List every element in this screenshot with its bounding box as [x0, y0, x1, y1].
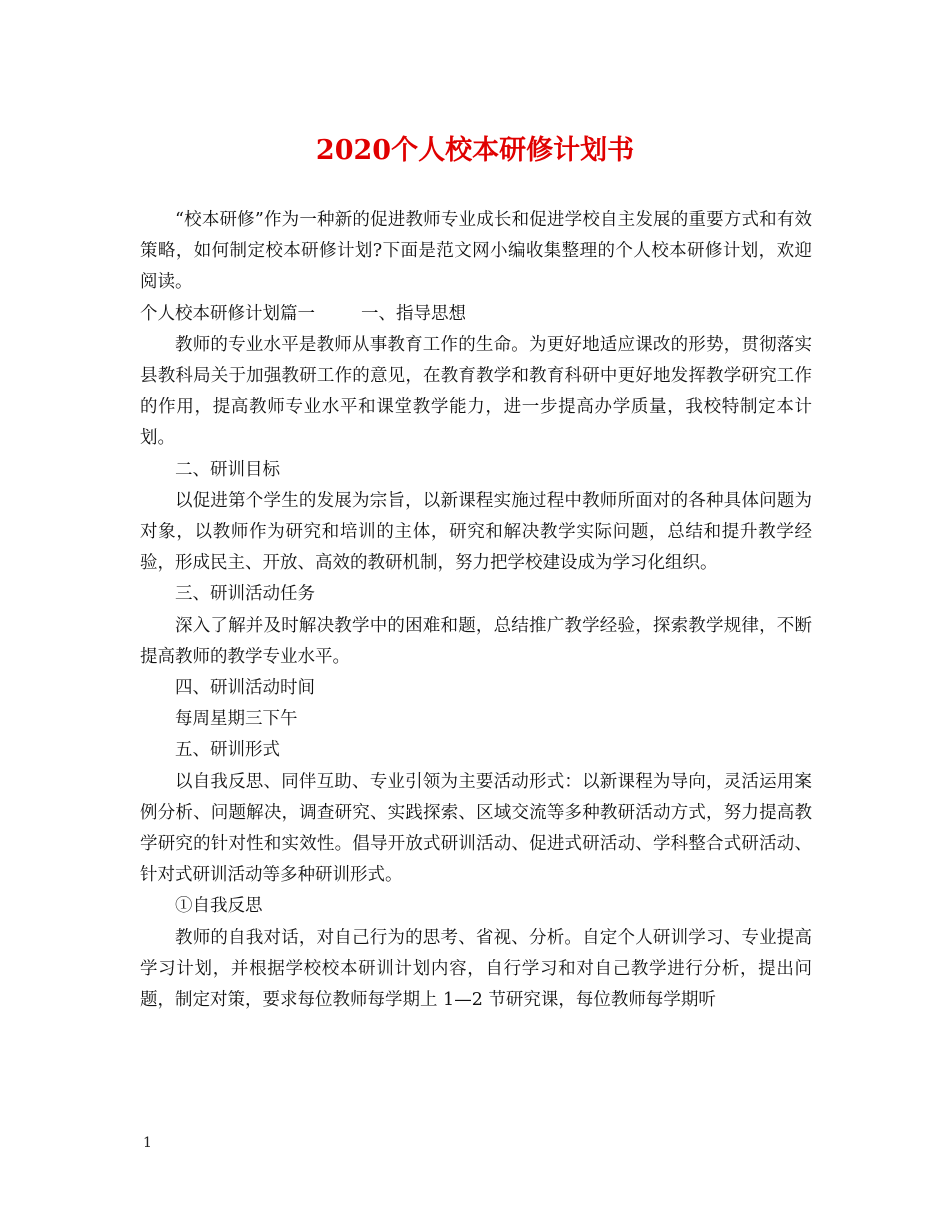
heading-self-reflection: ①自我反思: [175, 896, 263, 917]
section-title: 个人校本研修计划篇一: [140, 303, 315, 324]
document-body: [140, 205, 812, 1016]
heading-activity-time: 四、研训活动时间: [175, 678, 315, 699]
page-number: 1: [143, 1135, 152, 1151]
intro-paragraph: “校本研修”作为一种新的促进教师专业成长和促进学校自主发展的重要方式和有效策略，如何制定校本研修计划?下面是范文网小编收集整理的个人校本研修计划，欢迎阅读。: [140, 210, 812, 293]
section-heading-line: [140, 299, 812, 330]
paragraph-self-reflection: 教师的自我对话，对自己行为的思考、省视、分析。自定个人研训学习、专业提高学习计划，并根据学校校本研训计划内容，自行学习和对自己教学进行分析，提出问题，制定对策，要求每位教师每学期上 1—2 节研究课，每位教师每学期听: [140, 927, 812, 1011]
document-title: 2020个人校本研修计划书: [315, 135, 635, 166]
heading-guiding-ideology: 一、指导思想: [361, 303, 466, 324]
heading-training-goals: 二、研训目标: [175, 459, 280, 480]
paragraph-activity-tasks: 深入了解并及时解决教学中的困难和题，总结推广教学经验，探索教学规律，不断提高教师的教学专业水平。: [140, 615, 812, 667]
paragraph-guiding-ideology: 教师的专业水平是教师从事教育工作的生命。为更好地适应课改的形势，贯彻落实县教科局关于加强教研工作的意见，在教育教学和教育科研中更好地发挥教学研究工作的作用，提高教师专业水平和课堂教学能力，进一步提高办学质量，我校特制定本计划。: [140, 334, 812, 449]
paragraph-training-goals: 以促进第个学生的发展为宗旨，以新课程实施过程中教师所面对的各种具体问题为对象，以教师作为研究和培训的主体，研究和解决教学实际问题，总结和提升教学经验，形成民主、开放、高效的教研机制，努力把学校建设成为学习化组织。: [140, 490, 812, 574]
paragraph-activity-time: 每周星期三下午: [175, 709, 298, 730]
heading-activity-tasks: 三、研训活动任务: [175, 584, 315, 605]
paragraph-training-format: 以自我反思、同伴互助、专业引领为主要活动形式：以新课程为导向，灵活运用案例分析、问题解决，调查研究、实践探索、区域交流等多种教研活动方式，努力提高教学研究的针对性和实效性。倡导开放式研训活动、促进式研活动、学科整合式研活动、针对式研训活动等多种研训形式。: [140, 771, 812, 886]
heading-training-format: 五、研训形式: [175, 740, 280, 761]
